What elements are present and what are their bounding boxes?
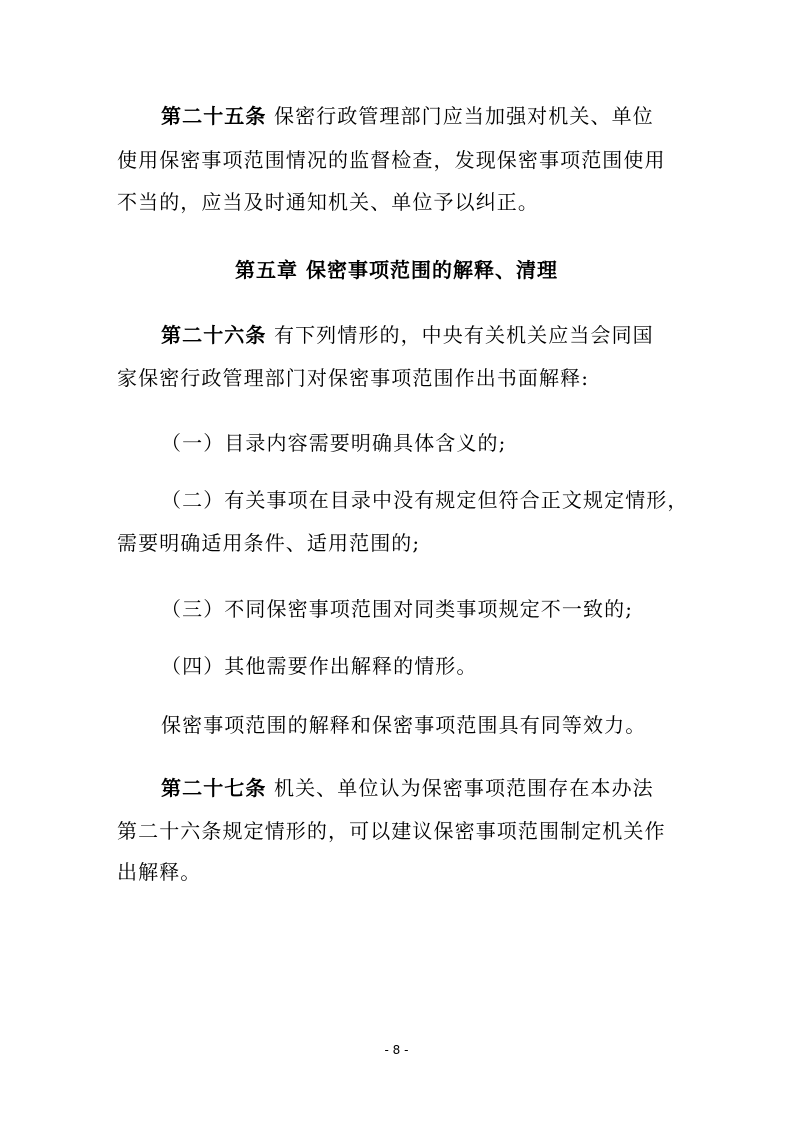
article-26-first-line (161, 322, 707, 348)
article-25-first-line (161, 103, 707, 129)
article-26-text-1: 有下列情形的，中央有关机关应当会同国 (273, 323, 654, 347)
article-25-text-3: 不当的，应当及时通知机关、单位予以纠正。 (117, 190, 539, 214)
article-26-effect: 保密事项范围的解释和保密事项范围具有同等效力。 (161, 713, 647, 737)
article-27-first-line (161, 775, 707, 801)
article-26-item-2-line-1: （二）有关事项在目录中没有规定但符合正文规定情形， (161, 488, 689, 512)
page-number: - 8 - (384, 1043, 409, 1057)
article-26-text-2: 家保密行政管理部门对保密事项范围作出书面解释: (117, 366, 590, 390)
article-25-text-2: 使用保密事项范围情况的监督检查，发现保密事项范围使用 (117, 148, 666, 172)
article-26-item-2-line-2: 需要明确适用条件、适用范围的; (117, 531, 421, 555)
article-27-text-2: 第二十六条规定情形的，可以建议保密事项范围制定机关作 (117, 819, 666, 843)
article-26-item-4: （四）其他需要作出解释的情形。 (161, 654, 478, 678)
article-27-text-1: 机关、单位认为保密事项范围存在本办法 (273, 776, 654, 800)
article-26-item-1: （一）目录内容需要明确具体含义的; (161, 431, 507, 455)
article-25-label: 第二十五条 (161, 104, 267, 128)
article-27-label: 第二十七条 (161, 776, 267, 800)
article-25-text-1: 保密行政管理部门应当加强对机关、单位 (273, 104, 654, 128)
article-26-label: 第二十六条 (161, 323, 267, 347)
chapter-5-title: 第五章 保密事项范围的解释、清理 (235, 258, 558, 282)
article-27-text-3: 出解释。 (117, 860, 202, 884)
article-26-item-3: （三）不同保密事项范围对同类事项规定不一致的; (161, 597, 634, 621)
